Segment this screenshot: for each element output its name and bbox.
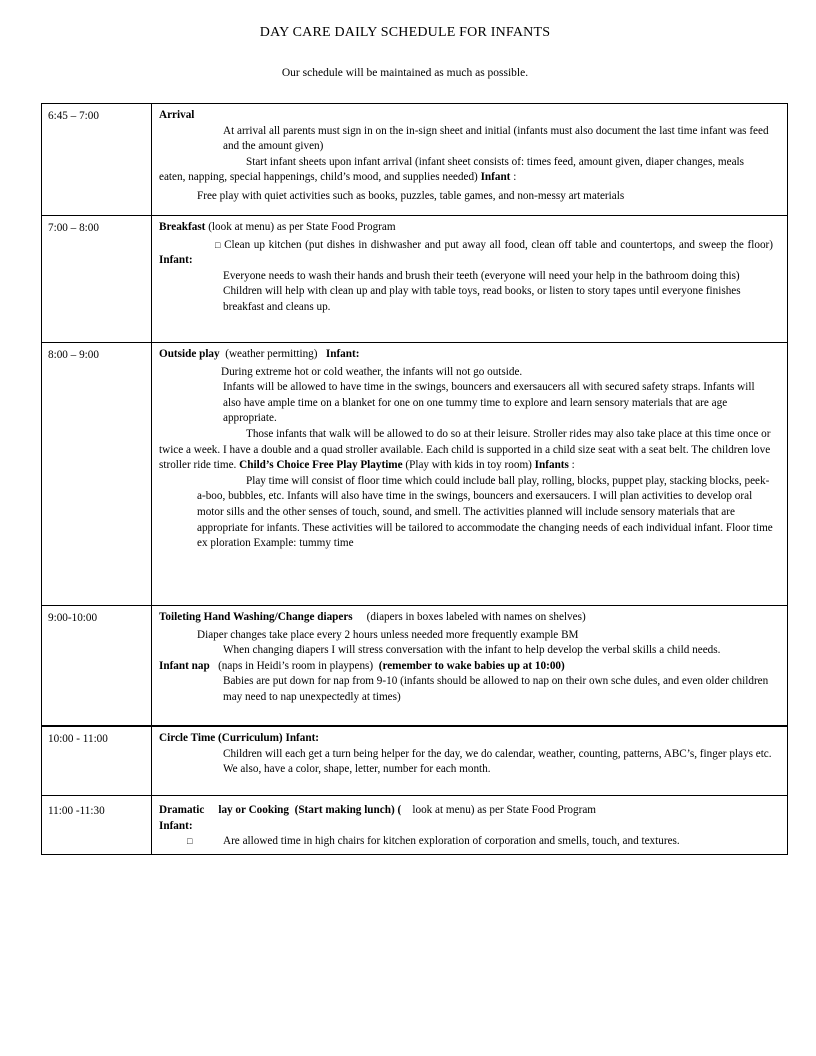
text-run: (weather permitting) [219, 348, 326, 360]
activity-heading: Circle Time (Curriculum) Infant: [159, 732, 320, 744]
activity-text [159, 834, 773, 850]
activity-cell [152, 343, 788, 606]
schedule-row-circle-time [42, 726, 788, 796]
text-run: : [568, 459, 575, 472]
activity-text [159, 155, 773, 186]
text-run: look at menu) as per State Food Program [401, 804, 597, 816]
choice-play-label: Child’s Choice Free Play Playtime [239, 459, 403, 472]
infant-label: Infant: [159, 254, 193, 267]
schedule-row-toileting [42, 606, 788, 727]
text-run: (naps in Heidi’s room in playpens) [209, 659, 379, 672]
activity-heading [159, 803, 773, 819]
infant-label: Infant [480, 171, 511, 184]
heading-bold: Infant nap [159, 659, 210, 672]
schedule-row-breakfast [42, 216, 788, 343]
activity-text: At arrival all parents must sign in on the in-sign sheet and initial (infants must also document the last time infant was feed and the amount given) [223, 124, 769, 153]
checkbox-bullet-icon: □ [187, 836, 193, 847]
heading-bold: Breakfast [159, 221, 206, 233]
text-run: Are allowed time in high chairs for kitchen exploration of corporation and smells, touch, and textures. [223, 835, 680, 848]
activity-cell [152, 796, 788, 855]
text-run: : [510, 171, 517, 184]
text-run: (diapers in boxes labeled with names on shelves) [352, 611, 586, 623]
activity-text [159, 427, 773, 474]
heading-bold: Dramatic lay or Cooking (Start making lunch) ( [159, 804, 402, 816]
time-cell: 6:45 – 7:00 [42, 104, 152, 216]
checkbox-bullet-icon: □ [215, 239, 221, 250]
activity-heading [159, 220, 773, 236]
activity-text: Diaper changes take place every 2 hours unless needed more frequently example BM [197, 628, 579, 641]
schedule-row-outside-play [42, 343, 788, 606]
activity-text: Children will each get a turn being helper for the day, we do calendar, weather, counting, patterns, ABC’s, finger plays etc. We also, have a color, shape, letter, number for each month. [223, 747, 772, 776]
time-cell: 10:00 - 11:00 [42, 726, 152, 796]
text-run: (Play with kids in toy room) [402, 459, 535, 472]
page-subtitle: Our schedule will be maintained as much as possible. [281, 67, 529, 79]
time-cell: 7:00 – 8:00 [42, 216, 152, 343]
activity-text: Children will help with clean up and play with table toys, read books, or listen to story tapes until everyone finishes breakfast and cleans up. [223, 285, 741, 313]
activity-text: During extreme hot or cold weather, the infants will not go outside. [221, 365, 523, 378]
activity-text: Everyone needs to wash their hands and brush their teeth (everyone will need your help in the bathroom doing this) [223, 269, 740, 282]
text-run: Clean up kitchen (put dishes in dishwasher and put away all food, clean off table and countertops, and sweep the floor) [220, 238, 773, 251]
time-cell: 9:00-10:00 [42, 606, 152, 727]
activity-text: When changing diapers I will stress conversation with the infant to help develop the verbal skills a child needs. [223, 644, 721, 657]
activity-text: Play time will consist of floor time which could include ball play, rolling, blocks, puppet play, stacking blocks, peek-a-boo, bubbles, etc. Infants will also have time in the swings, bouncers and exersaucers. I will plan activities to develop oral motor sills and the other senses of touch, sound, and smell. The activities planned will include sensory materials that are appropriate for infants. These activities will be tailored to accommodate the changing needs of each individual infant. Floor time ex ploration Example: tummy time [197, 474, 773, 550]
schedule-table [41, 103, 788, 855]
page-title: DAY CARE DAILY SCHEDULE FOR INFANTS [259, 25, 551, 40]
activity-cell [152, 216, 788, 343]
infant-label: Infants [534, 459, 569, 472]
schedule-row-dramatic-play [42, 796, 788, 855]
activity-heading [159, 610, 773, 626]
time-cell: 11:00 -11:30 [42, 796, 152, 855]
time-cell: 8:00 – 9:00 [42, 343, 152, 606]
infant-label: Infant: [159, 819, 193, 832]
activity-cell [152, 726, 788, 796]
infant-label: Infant: [325, 348, 360, 360]
activity-cell [152, 606, 788, 727]
heading-bold: Toileting Hand Washing/Change diapers [159, 611, 353, 623]
schedule-row-arrival [42, 104, 788, 216]
nap-reminder: (remember to wake babies up at 10:00) [378, 659, 565, 672]
heading-bold: Outside play [159, 348, 220, 360]
text-run: Start infant sheets upon infant arrival (infant sheet consists of: times feed, amount given, diaper changes, meals eaten, napping, special happenings, child’s mood, and supplies needed) [159, 155, 745, 184]
activity-text: Babies are put down for nap from 9-10 (infants should be allowed to nap on their own sche dules, and even older children may need to nap unexpectedly at times) [223, 675, 769, 703]
activity-heading [159, 347, 773, 363]
activity-heading: Arrival [159, 109, 195, 121]
activity-cell [152, 104, 788, 216]
activity-text [159, 238, 773, 269]
text-run: Those infants that walk will be allowed to do so at their leisure. Stroller rides may also take place at this time once or twice a week. I have a double and a quad stroller available. Each child is supported in a child size seat with a seat belt. The children love stroller ride time. [159, 427, 771, 472]
nap-heading [159, 659, 773, 675]
activity-text: Infants will be allowed to have time in the swings, bouncers and exersaucers all with secured safety straps. Infants will also have ample time on a blanket for one on one tummy time to explore and learn sensory materials that are age appropriate. [223, 381, 755, 425]
text-run: (look at menu) as per State Food Program [205, 221, 396, 233]
activity-text: Free play with quiet activities such as books, puzzles, table games, and non-messy art materials [197, 189, 625, 202]
